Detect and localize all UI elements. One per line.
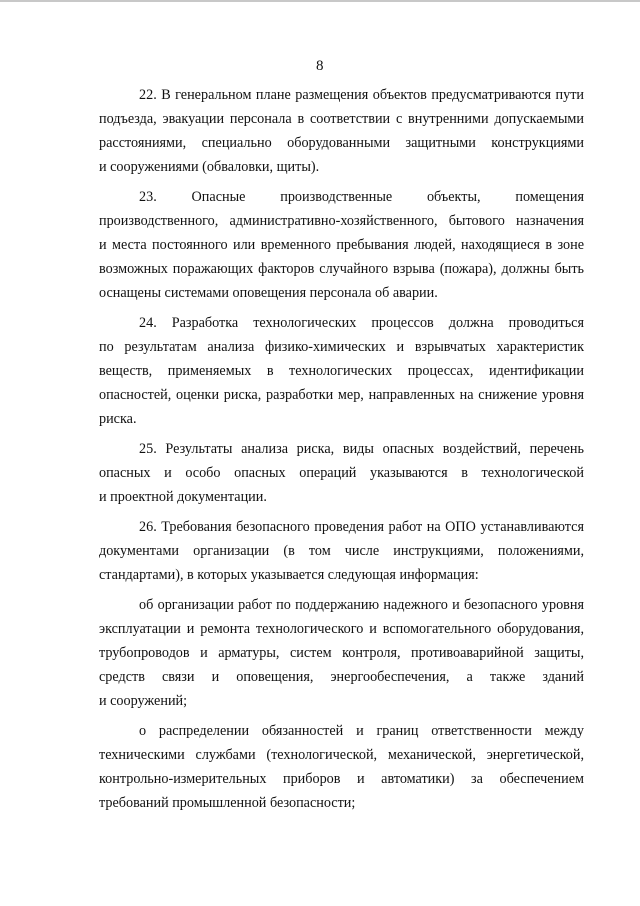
text-line: средств связи и оповещения, энергообеспечения, а также зданий (99, 669, 584, 685)
text-line: стандартами), в которых указывается следующая информация: (99, 567, 479, 583)
document-body (99, 83, 584, 815)
text-line: риска. (99, 411, 137, 427)
paragraph-p23 (99, 185, 584, 305)
paragraph-p26b (99, 719, 584, 815)
paragraph-p24 (99, 311, 584, 431)
paragraph-p26a (99, 593, 584, 713)
text-line: опасностей, оценки риска, разработки мер, направленных на снижение уровня (99, 387, 584, 403)
text-line: об организации работ по поддержанию надежного и безопасного уровня (139, 597, 584, 613)
text-line: 25. Результаты анализа риска, виды опасных воздействий, перечень (139, 441, 584, 457)
text-line: 22. В генеральном плане размещения объектов предусматриваются пути (139, 87, 584, 103)
text-line: подъезда, эвакуации персонала в соответствии с внутренними допускаемыми (99, 111, 584, 127)
text-line: 23. Опасные производственные объекты, помещения (139, 189, 584, 205)
text-line: документами организации (в том числе инструкциями, положениями, (99, 543, 584, 559)
text-line: и места постоянного или временного пребывания людей, находящиеся в зоне (99, 237, 584, 253)
text-line: расстояниями, специально оборудованными защитными конструкциями (99, 135, 584, 151)
page-number: 8 (316, 58, 324, 74)
text-line: требований промышленной безопасности; (99, 795, 356, 811)
scan-top-edge (0, 0, 640, 2)
text-line: и проектной документации. (99, 489, 267, 505)
text-line: возможных поражающих факторов случайного взрыва (пожара), должны быть (99, 261, 584, 277)
text-line: по результатам анализа физико-химических и взрывчатых характеристик (99, 339, 584, 355)
text-line: контрольно-измерительных приборов и автоматики) за обеспечением (99, 771, 584, 787)
paragraph-p22 (99, 83, 584, 179)
text-line: 26. Требования безопасного проведения работ на ОПО устанавливаются (139, 519, 584, 535)
text-line: производственного, административно-хозяйственного, бытового назначения (99, 213, 584, 229)
text-line: оснащены системами оповещения персонала об аварии. (99, 285, 438, 301)
paragraph-p26 (99, 515, 584, 587)
text-line: эксплуатации и ремонта технологического и вспомогательного оборудования, (99, 621, 584, 637)
text-line: трубопроводов и арматуры, систем контроля, противоаварийной защиты, (99, 645, 584, 661)
text-line: веществ, применяемых в технологических процессах, идентификации (99, 363, 584, 379)
text-line: и сооружениями (обваловки, щиты). (99, 159, 320, 175)
text-line: опасных и особо опасных операций указываются в технологической (99, 465, 584, 481)
text-line: техническими службами (технологической, механической, энергетической, (99, 747, 584, 763)
text-line: и сооружений; (99, 693, 188, 709)
text-line: 24. Разработка технологических процессов должна проводиться (139, 315, 584, 331)
paragraph-p25 (99, 437, 584, 509)
text-line: о распределении обязанностей и границ ответственности между (139, 723, 584, 739)
